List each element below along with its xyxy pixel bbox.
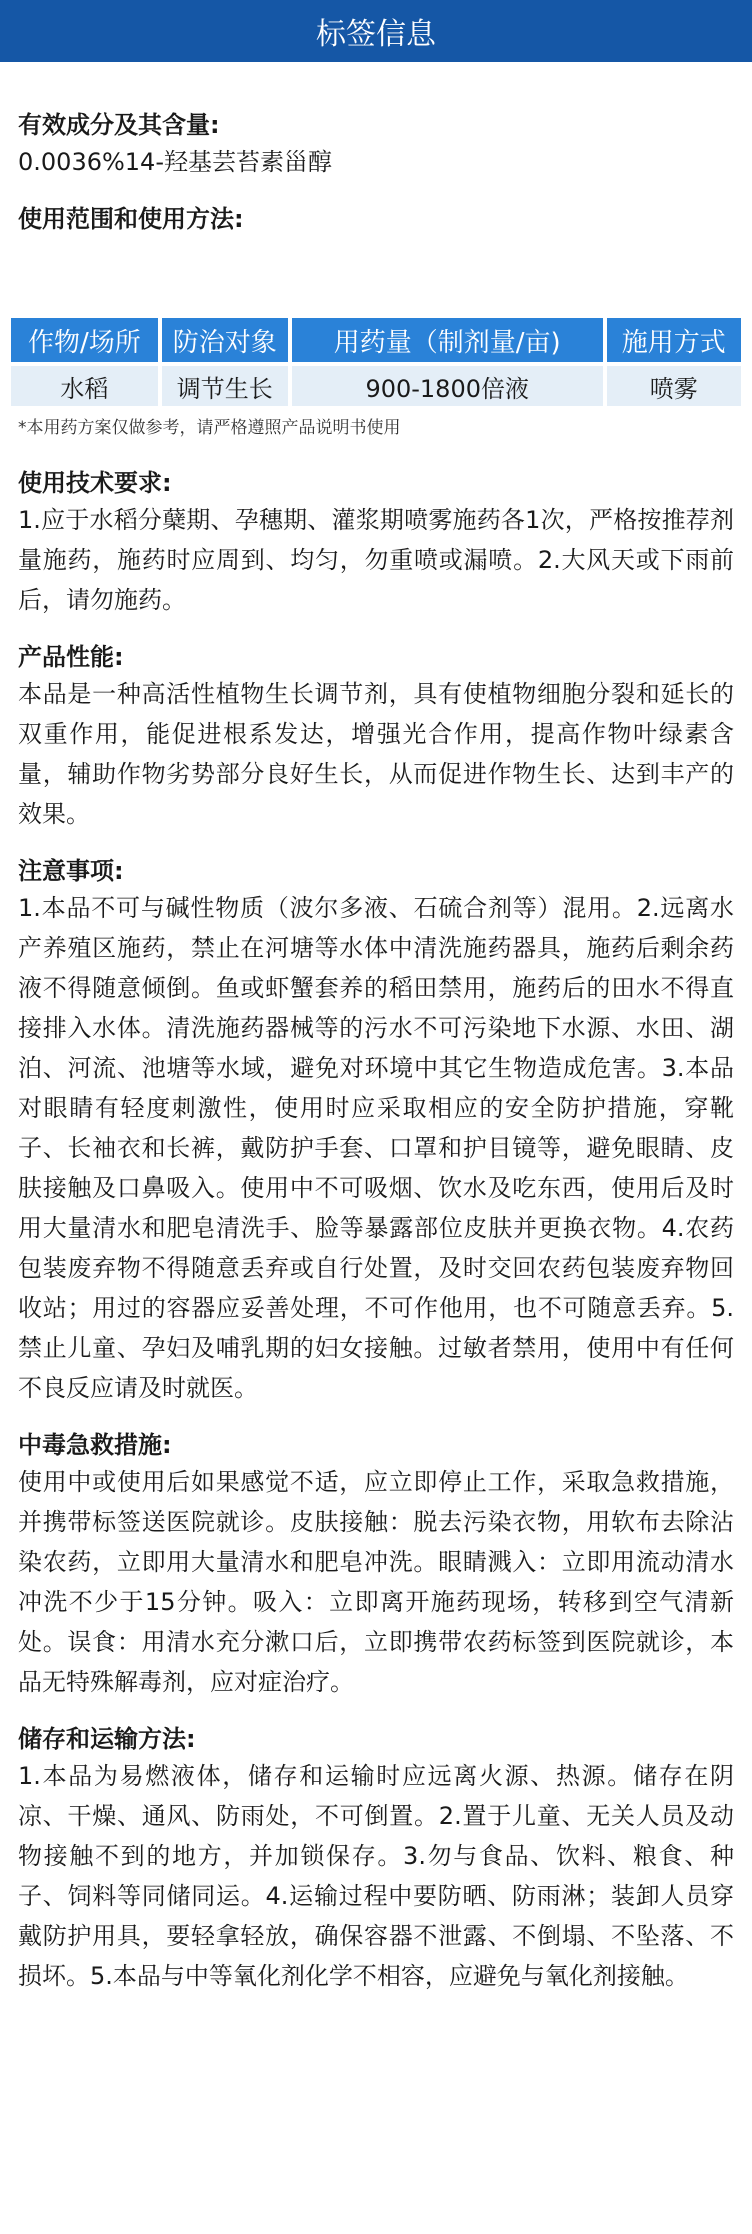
usage-title: 使用范围和使用方法:	[18, 205, 244, 233]
firstaid-title: 中毒急救措施:	[18, 1431, 172, 1459]
table-header-row	[11, 318, 741, 366]
column-header-method: 施用方式	[607, 318, 741, 366]
technique-title: 使用技术要求:	[18, 469, 172, 497]
performance-text: 本品是一种高活性植物生长调节剂，具有使植物细胞分裂和延长的双重作用，能促进根系发达，增强光合作用，提高作物叶绿素含量，辅助作物劣势部分良好生长，从而促进作物生长、达到丰产的效果。	[18, 680, 734, 828]
cell-target: 调节生长	[162, 366, 288, 406]
cell-dosage: 900-1800倍液	[292, 366, 603, 406]
usage-table	[7, 318, 745, 406]
usage-table-wrap	[18, 318, 734, 406]
ingredient-text: 0.0036%14-羟基芸苔素甾醇	[18, 148, 332, 176]
caution-title: 注意事项:	[18, 857, 124, 885]
storage-title: 储存和运输方法:	[18, 1725, 196, 1753]
cell-method: 喷雾	[607, 366, 741, 406]
performance-title: 产品性能:	[18, 643, 124, 671]
ingredient-title: 有效成分及其含量:	[18, 111, 220, 139]
column-header-dosage: 用药量（制剂量/亩)	[292, 318, 603, 366]
cell-crop: 水稻	[11, 366, 158, 406]
storage-text: 1.本品为易燃液体，储存和运输时应远离火源、热源。储存在阴凉、干燥、通风、防雨处，不可倒置。2.置于儿童、无关人员及动物接触不到的地方，并加锁保存。3.勿与食品、饮料、粮食、种子、饲料等同储同运。4.运输过程中要防晒、防雨淋；装卸人员穿戴防护用具，要轻拿轻放，确保容器不泄露、不倒塌、不坠落、不损坏。5.本品与中等氧化剂化学不相容，应避免与氧化剂接触。	[18, 1762, 734, 1990]
column-header-target: 防治对象	[162, 318, 288, 366]
caution-text: 1.本品不可与碱性物质（波尔多液、石硫合剂等）混用。2.远离水产养殖区施药，禁止在河塘等水体中清洗施药器具，施药后剩余药液不得随意倾倒。鱼或虾蟹套养的稻田禁用，施药后的田水不得直接排入水体。清洗施药器械等的污水不可污染地下水源、水田、湖泊、河流、池塘等水域，避免对环境中其它生物造成危害。3.本品对眼睛有轻度刺激性，使用时应采取相应的安全防护措施，穿靴子、长袖衣和长裤，戴防护手套、口罩和护目镜等，避免眼睛、皮肤接触及口鼻吸入。使用中不可吸烟、饮水及吃东西，使用后及时用大量清水和肥皂清洗手、脸等暴露部位皮肤并更换衣物。4.农药包装废弃物不得随意丢弃或自行处置，及时交回农药包装废弃物回收站；用过的容器应妥善处理，不可作他用，也不可随意丢弃。5.禁止儿童、孕妇及哺乳期的妇女接触。过敏者禁用，使用中有任何不良反应请及时就医。	[18, 894, 734, 1402]
technique-text: 1.应于水稻分蘖期、孕穗期、灌浆期喷雾施药各1次，严格按推荐剂量施药，施药时应周到、均匀，勿重喷或漏喷。2.大风天或下雨前后，请勿施药。	[18, 506, 734, 614]
column-header-crop: 作物/场所	[11, 318, 158, 366]
page-title: 标签信息	[316, 17, 436, 52]
header-bar	[0, 0, 752, 62]
label-content	[0, 108, 752, 1996]
table-row	[11, 366, 741, 406]
firstaid-text: 使用中或使用后如果感觉不适，应立即停止工作，采取急救措施，并携带标签送医院就诊。皮肤接触：脱去污染衣物，用软布去除沾染农药，立即用大量清水和肥皂冲洗。眼睛溅入：立即用流动清水冲洗不少于15分钟。吸入：立即离开施药现场，转移到空气清新处。误食：用清水充分漱口后，立即携带农药标签到医院就诊，本品无特殊解毒剂，应对症治疗。	[18, 1468, 734, 1696]
table-note: *本用药方案仅做参考，请严格遵照产品说明书使用	[18, 418, 401, 438]
